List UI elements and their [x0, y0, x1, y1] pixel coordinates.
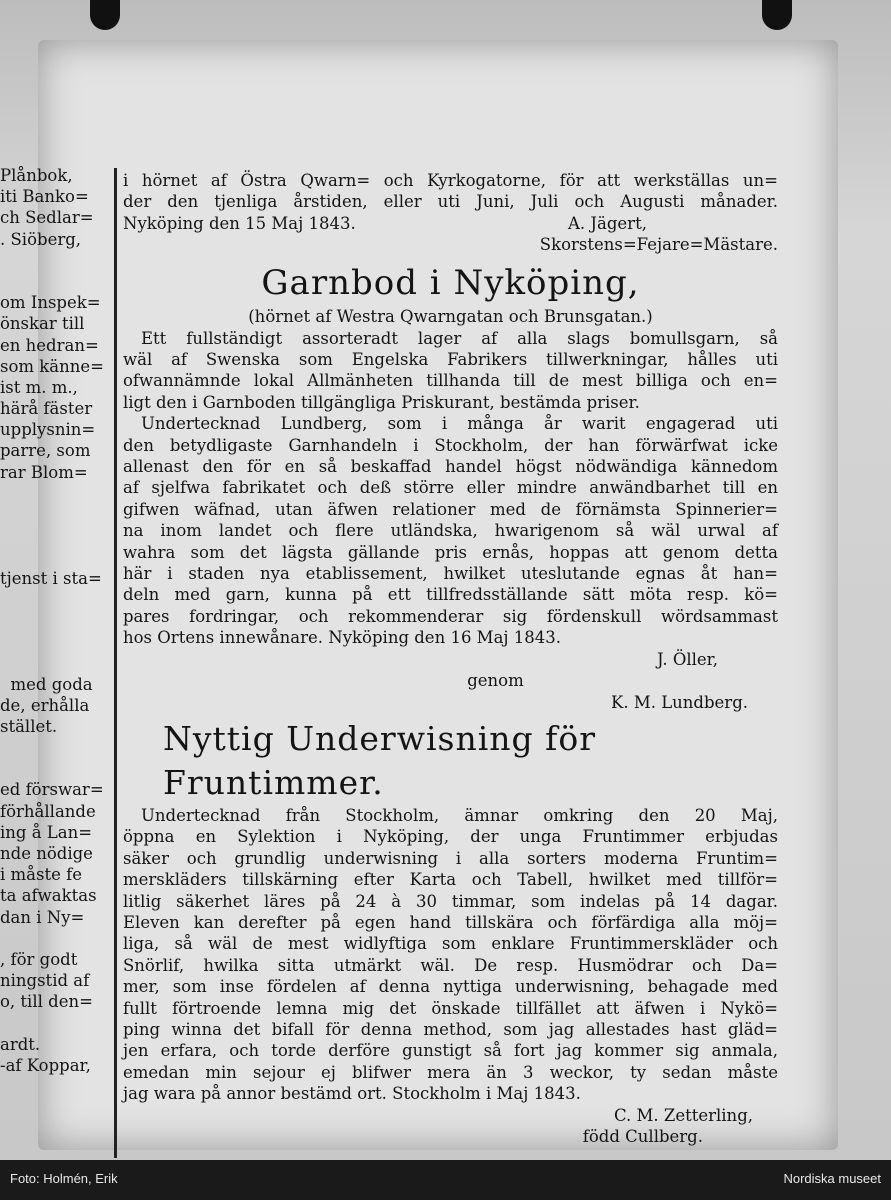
- text-line: litlig säkerhet läres på 24 à 30 timmar, som indelas på 14 dagar.: [123, 891, 778, 911]
- notice-signer-title: Skorstens=Fejare=Mästare.: [539, 235, 778, 255]
- text-line: ligt den i Garnboden tillgängliga Priskurant, bestämda priser.: [123, 392, 640, 412]
- main-column: [123, 170, 778, 1181]
- text-line: ofwannämnde lokal Allmänheten tillhanda till de mest billiga och en=: [123, 371, 778, 391]
- left-fragment-line: [0, 504, 108, 525]
- text-line: pares fordringar, och rekommenderar sig fördenskull wördsammast: [123, 606, 778, 626]
- left-fragment-line: ing å Lan=: [0, 822, 93, 842]
- left-fragment-line: [0, 546, 108, 567]
- text-line: Undertecknad från Stockholm, ämnar omkring den 20 Maj,: [141, 805, 778, 825]
- garnbod-subtitle: (hörnet af Westra Qwarngatan och Brunsgatan.): [248, 306, 653, 326]
- top-notice: [123, 170, 778, 256]
- left-fragment-line: tjenst i sta=: [0, 568, 102, 588]
- left-fragment-line: [0, 758, 108, 779]
- left-fragment-line: [0, 610, 108, 631]
- left-fragment-line: [0, 652, 108, 673]
- left-fragment-line: förhållande: [0, 801, 96, 821]
- text-line: wäl af Swenska som Engelska Fabrikers tillwerkningar, hålles uti: [123, 350, 778, 370]
- garnbod-signer: J. Öller,: [657, 649, 718, 669]
- left-fragment-line: [0, 737, 108, 758]
- text-line: merskläders tillskärning efter Karta och Tabell, hwilket med tillför=: [123, 870, 778, 890]
- left-fragment-line: som känne=: [0, 356, 104, 376]
- plate-clip-left: [90, 0, 120, 30]
- garnbod-agent: K. M. Lundberg.: [611, 692, 748, 712]
- garnbod-via: genom: [467, 671, 524, 691]
- left-fragment-line: [0, 271, 108, 292]
- text-line: na inom landet och flere utländska, hwarigenom så wäl urwal af: [123, 521, 778, 541]
- nyttig-paragraph: [123, 805, 778, 1105]
- left-fragment-line: . Siöberg,: [0, 229, 82, 249]
- nyttig-signer: C. M. Zetterling,: [613, 1105, 753, 1125]
- left-fragment-line: , för godt: [0, 949, 78, 969]
- photo-caption-bar: [0, 1160, 891, 1200]
- text-line: jen erfara, och torde derföre gunstigt så fort jag kommer sig anmala,: [123, 1041, 778, 1061]
- text-line: ping winna det bifall för denna method, som jag allestades hast gläd=: [123, 1019, 778, 1039]
- left-fragment-line: ist m. m.,: [0, 377, 78, 397]
- left-fragment-line: önskar till: [0, 314, 85, 334]
- garnbod-title: Garnbod i Nyköping,: [261, 262, 640, 303]
- left-fragment-line: [0, 525, 108, 546]
- left-fragment-line: rar Blom=: [0, 462, 88, 482]
- column-rule: [114, 168, 117, 1158]
- text-line: liga, så wäl de mest widlyftiga som enklare Fruntimmerskläder och: [123, 934, 778, 954]
- left-fragment-line: dan i Ny=: [0, 907, 85, 927]
- left-fragment-line: o, till den=: [0, 992, 93, 1012]
- left-fragment-line: i måste fe: [0, 865, 82, 885]
- left-fragment-line: en hedran=: [0, 335, 99, 355]
- left-fragment-line: [0, 589, 108, 610]
- text-line: öppna en Sylektion i Nyköping, der unga Fruntimmer erbjudas: [123, 827, 778, 847]
- text-line: hos Ortens innewånare. Nyköping den 16 Maj 1843.: [123, 628, 562, 648]
- notice-line: i hörnet af Östra Qwarn= och Kyrkogatorne, för att werkställas un=: [123, 171, 778, 190]
- plate-clip-right: [762, 0, 792, 30]
- text-line: säker och grundlig underwisning i alla sorters moderna Fruntim=: [123, 848, 778, 868]
- left-fragment-line: ed förswar=: [0, 780, 104, 800]
- text-line: här i staden nya etablissement, hwilket uteslutande egnas åt han=: [123, 564, 778, 584]
- nyttig-title: Nyttig Underwisning för Fruntimmer.: [163, 718, 596, 802]
- left-fragment-line: stället.: [0, 716, 58, 736]
- garnbod-paragraph-2: [123, 413, 778, 648]
- notice-date-row: [123, 213, 778, 234]
- left-fragment-line: ardt.: [0, 1034, 41, 1054]
- left-fragment-line: -af Koppar,: [0, 1055, 91, 1075]
- notice-signer: A. Jägert,: [568, 213, 647, 233]
- left-fragment-line: med goda: [0, 674, 93, 694]
- text-line: deln med garn, kunna på ett tillfredsställande sätt möta resp. kö=: [123, 585, 778, 605]
- museum-credit: Nordiska museet: [783, 1171, 881, 1186]
- text-line: emedan min sejour ej blifwer mera än 3 weckor, ty sedan måste: [123, 1062, 778, 1082]
- text-line: Ett fullständigt assorteradt lager af alla slags bomullsgarn, så: [141, 328, 778, 348]
- left-fragment-line: ningstid af: [0, 971, 90, 991]
- text-line: fullt förtroende lemna mig det önskade tillfället att äfwen i Nykö=: [123, 998, 778, 1018]
- text-line: Eleven kan derefter på egen hand tillskära och förfärdiga alla möj=: [123, 912, 778, 932]
- left-fragment-line: de, erhålla: [0, 695, 90, 715]
- left-column-fragment: [0, 165, 108, 1076]
- photographer-credit: Foto: Holmén, Erik: [10, 1171, 118, 1186]
- text-line: gifwen wäfnad, utan äfwen relationer med de förnämsta Spinnerier=: [123, 499, 778, 519]
- notice-line: der den tjenliga årstiden, eller uti Juni, Juli och Augusti månader.: [123, 192, 778, 212]
- text-line: mer, som inse fördelen af denna nyttiga underwisning, behagade med: [123, 977, 778, 997]
- nyttig-signer-born: född Cullberg.: [582, 1127, 703, 1147]
- left-fragment-line: ch Sedlar=: [0, 208, 94, 228]
- left-fragment-line: om Inspek=: [0, 293, 101, 313]
- left-fragment-line: nde nödige: [0, 844, 93, 863]
- text-line: wahra som det lägsta gällande pris ernås, hoppas att genom detta: [123, 542, 778, 562]
- garnbod-paragraph-1: [123, 328, 778, 414]
- text-line: den betydligaste Garnhandeln i Stockholm, der han förwärfwat icke: [123, 435, 778, 455]
- text-line: Undertecknad Lundberg, som i många år warit engagerad uti: [141, 414, 778, 434]
- notice-date: Nyköping den 15 Maj 1843.: [123, 213, 356, 233]
- left-fragment-line: [0, 928, 108, 949]
- left-fragment-line: iti Banko=: [0, 187, 89, 207]
- left-fragment-line: härå fäster: [0, 399, 93, 419]
- left-fragment-line: [0, 1013, 108, 1034]
- left-fragment-line: ta afwaktas: [0, 886, 97, 906]
- text-line: jag wara på annor bestämd ort. Stockholm i Maj 1843.: [123, 1084, 581, 1104]
- left-fragment-line: [0, 483, 108, 504]
- left-fragment-line: [0, 631, 108, 652]
- left-fragment-line: parre, som: [0, 441, 91, 461]
- left-fragment-line: [0, 250, 108, 271]
- text-line: af sjelfwa fabrikatet och deß större eller mindre anwändbarhet till en: [123, 478, 778, 498]
- text-line: allenast den för en så beskaffad handel högst nödwändiga kännedom: [123, 457, 778, 477]
- left-fragment-line: upplysnin=: [0, 420, 96, 440]
- text-line: Snörlif, hwilka sitta utmärkt wäl. De resp. Husmödrar och Da=: [123, 955, 778, 975]
- left-fragment-line: Plånbok,: [0, 166, 73, 185]
